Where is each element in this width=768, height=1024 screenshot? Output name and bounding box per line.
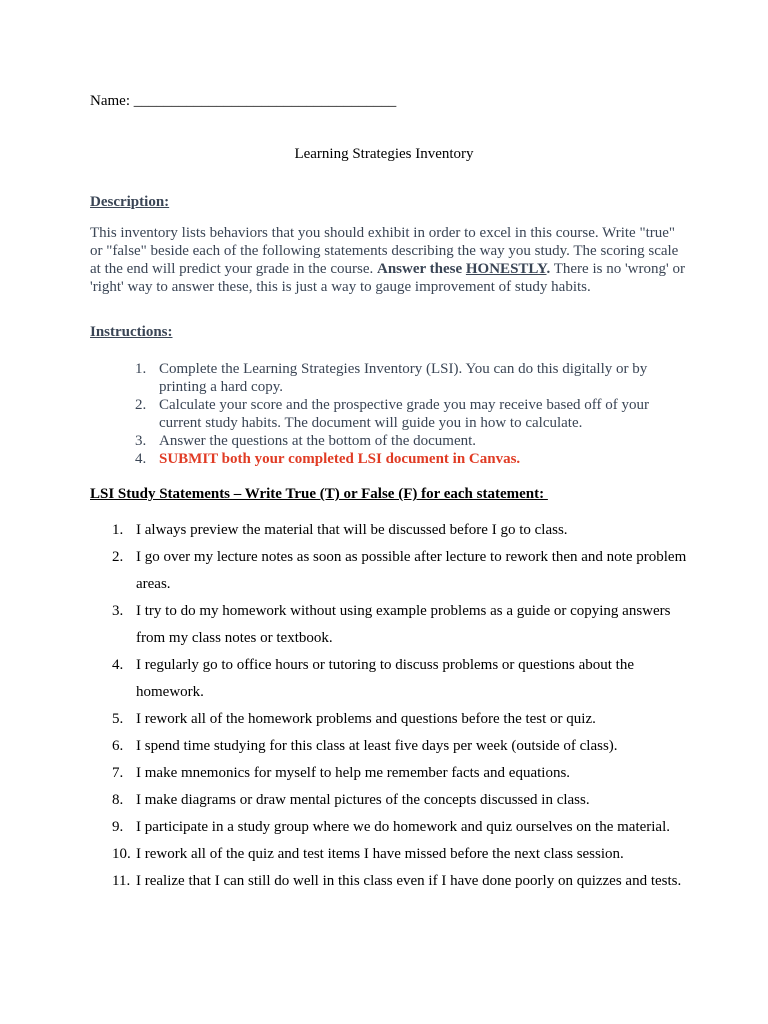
statement-text: I rework all of the quiz and test items I have missed before the next class session. — [136, 846, 624, 862]
statement-item — [90, 517, 690, 544]
instruction-number: 4. — [135, 451, 147, 467]
name-field-line: Name: ___________________________________ — [90, 93, 397, 109]
description-heading: Description: — [90, 194, 170, 210]
statement-text: I go over my lecture notes as soon as possible after lecture to rework then and note problem areas. — [136, 549, 687, 592]
instruction-number: 1. — [135, 361, 147, 377]
instruction-text: Complete the Learning Strategies Inventory (LSI). You can do this digitally or by printing a hard copy. — [159, 361, 648, 395]
lsi-statements-heading: LSI Study Statements – Write True (T) or False (F) for each statement: — [90, 486, 548, 502]
statement-item — [90, 814, 690, 841]
statement-item — [90, 652, 690, 706]
statement-item — [90, 868, 690, 895]
instruction-item — [130, 360, 690, 396]
statement-number: 1. — [112, 522, 124, 538]
statement-item — [90, 598, 690, 652]
instruction-item — [130, 396, 690, 432]
statement-number: 11. — [112, 873, 131, 889]
description-text-before: This inventory lists behaviors that you should exhibit in order to excel in this course. Write "true" or "false" beside each of the following statements describing the way you study. The scoring scale at the end will predict your grade in the course. — [90, 225, 679, 277]
statement-item — [90, 706, 690, 733]
lsi-statements-list — [90, 517, 690, 895]
statement-number: 9. — [112, 819, 124, 835]
document-title: Learning Strategies Inventory — [294, 146, 474, 162]
statement-text: I participate in a study group where we do homework and quiz ourselves on the material. — [136, 819, 671, 835]
description-bold-text: Answer these — [377, 261, 466, 277]
statement-text: I make diagrams or draw mental pictures of the concepts discussed in class. — [136, 792, 590, 808]
statement-item — [90, 841, 690, 868]
statement-text: I rework all of the homework problems and questions before the test or quiz. — [136, 711, 596, 727]
instructions-heading: Instructions: — [90, 324, 173, 340]
statement-item — [90, 544, 690, 598]
instruction-item — [130, 450, 690, 468]
statement-number: 8. — [112, 792, 124, 808]
statement-text: I always preview the material that will be discussed before I go to class. — [136, 522, 568, 538]
statement-number: 4. — [112, 657, 124, 673]
statement-number: 6. — [112, 738, 124, 754]
statement-text: I try to do my homework without using example problems as a guide or copying answers from my class notes or textbook. — [136, 603, 671, 646]
instruction-number: 3. — [135, 433, 147, 449]
statement-number: 7. — [112, 765, 124, 781]
statement-number: 5. — [112, 711, 124, 727]
description-honestly: HONESTLY — [465, 261, 547, 277]
statement-number: 2. — [112, 549, 124, 565]
instruction-item — [130, 432, 690, 450]
instruction-text: Calculate your score and the prospective grade you may receive based off of your current study habits. The document will guide you in how to calculate. — [159, 397, 649, 431]
statement-item — [90, 760, 690, 787]
description-text-after: There is no 'wrong' or 'right' way to answer these, this is just a way to gauge improvement of study habits. — [90, 261, 685, 295]
statement-item — [90, 733, 690, 760]
instruction-text: Answer the questions at the bottom of the document. — [159, 433, 477, 449]
statement-number: 3. — [112, 603, 124, 619]
statement-text: I regularly go to office hours or tutoring to discuss problems or questions about the homework. — [136, 657, 634, 700]
statement-number: 10. — [112, 846, 131, 862]
instruction-number: 2. — [135, 397, 147, 413]
instruction-submit-text: SUBMIT both your completed LSI document in Canvas. — [159, 451, 521, 467]
description-paragraph — [90, 224, 690, 296]
statement-text: I realize that I can still do well in this class even if I have done poorly on quizzes and tests. — [136, 873, 682, 889]
statement-text: I make mnemonics for myself to help me remember facts and equations. — [136, 765, 571, 781]
statement-item — [90, 787, 690, 814]
description-period: . — [546, 261, 551, 277]
instructions-list — [130, 360, 690, 468]
statement-text: I spend time studying for this class at least five days per week (outside of class). — [136, 738, 618, 754]
